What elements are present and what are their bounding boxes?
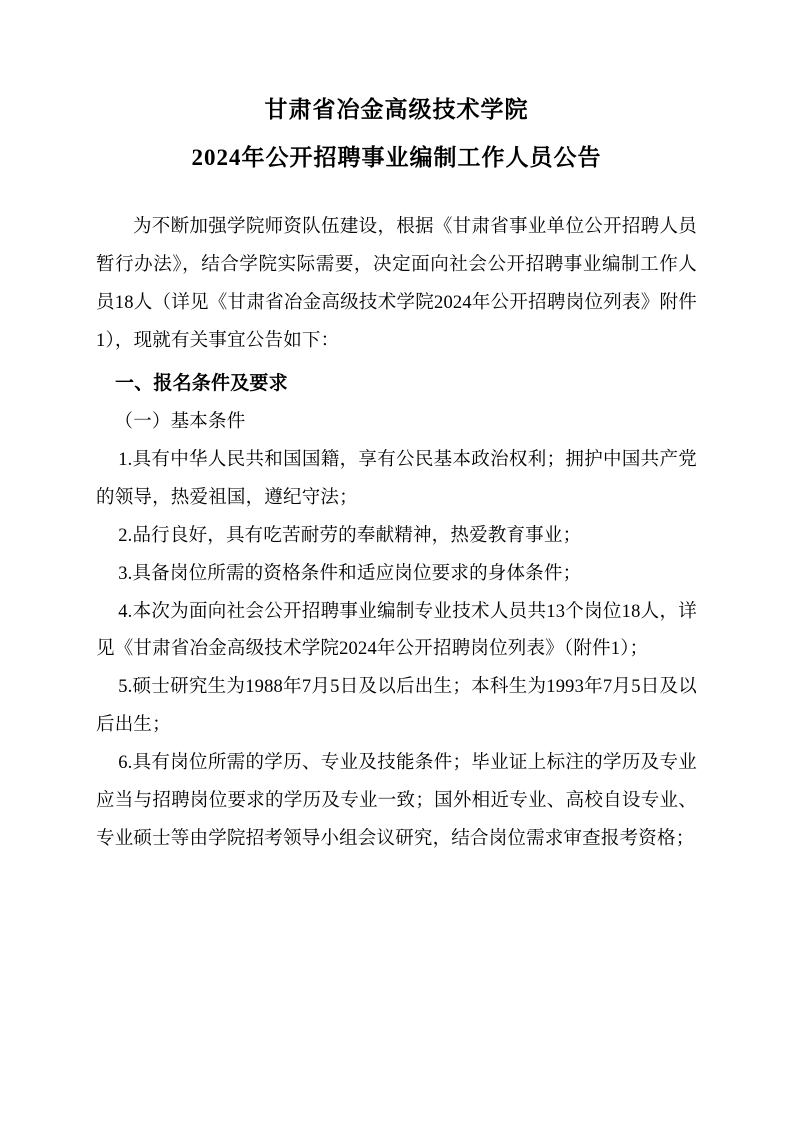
page-title bbox=[96, 92, 697, 175]
list-item: 2.品行良好，具有吃苦耐劳的奉献精神，热爱教育事业； bbox=[118, 525, 582, 546]
section-heading-1: 一、报名条件及要求 bbox=[115, 372, 288, 394]
list-item: 1.具有中华人民共和国国籍，享有公民基本政治权利；拥护中国共产党的领导，热爱祖国，遵纪守法； bbox=[96, 449, 697, 508]
title-line-2: 2024年公开招聘事业编制工作人员公告 bbox=[191, 144, 602, 170]
intro-paragraph: 为不断加强学院师资队伍建设，根据《甘肃省事业单位公开招聘人员暂行办法》，结合学院实际需要，决定面向社会公开招聘事业编制工作人员18人（详见《甘肃省冶金高级技术学院2024年公开招聘岗位列表》附件1），现就有关事宜公告如下： bbox=[96, 217, 697, 352]
list-item: 4.本次为面向社会公开招聘事业编制专业技术人员共13个岗位18人，详见《甘肃省冶金高级技术学院2024年公开招聘岗位列表》（附件1）； bbox=[96, 601, 697, 660]
title-line-1: 甘肃省冶金高级技术学院 bbox=[264, 97, 529, 122]
list-item: 5.硕士研究生为1988年7月5日及以后出生；本科生为1993年7月5日及以后出生； bbox=[96, 677, 697, 736]
list-item: 3.具备岗位所需的资格条件和适应岗位要求的身体条件； bbox=[118, 563, 582, 584]
list-item: 6.具有岗位所需的学历、专业及技能条件；毕业证上标注的学历及专业应当与招聘岗位要求的学历及专业一致；国外相近专业、高校自设专业、专业硕士等由学院招考领导小组会议研究，结合岗位需求审查报考资格； bbox=[96, 753, 697, 850]
document-body bbox=[96, 209, 697, 859]
subsection-heading-1: （一）基本条件 bbox=[114, 411, 246, 432]
